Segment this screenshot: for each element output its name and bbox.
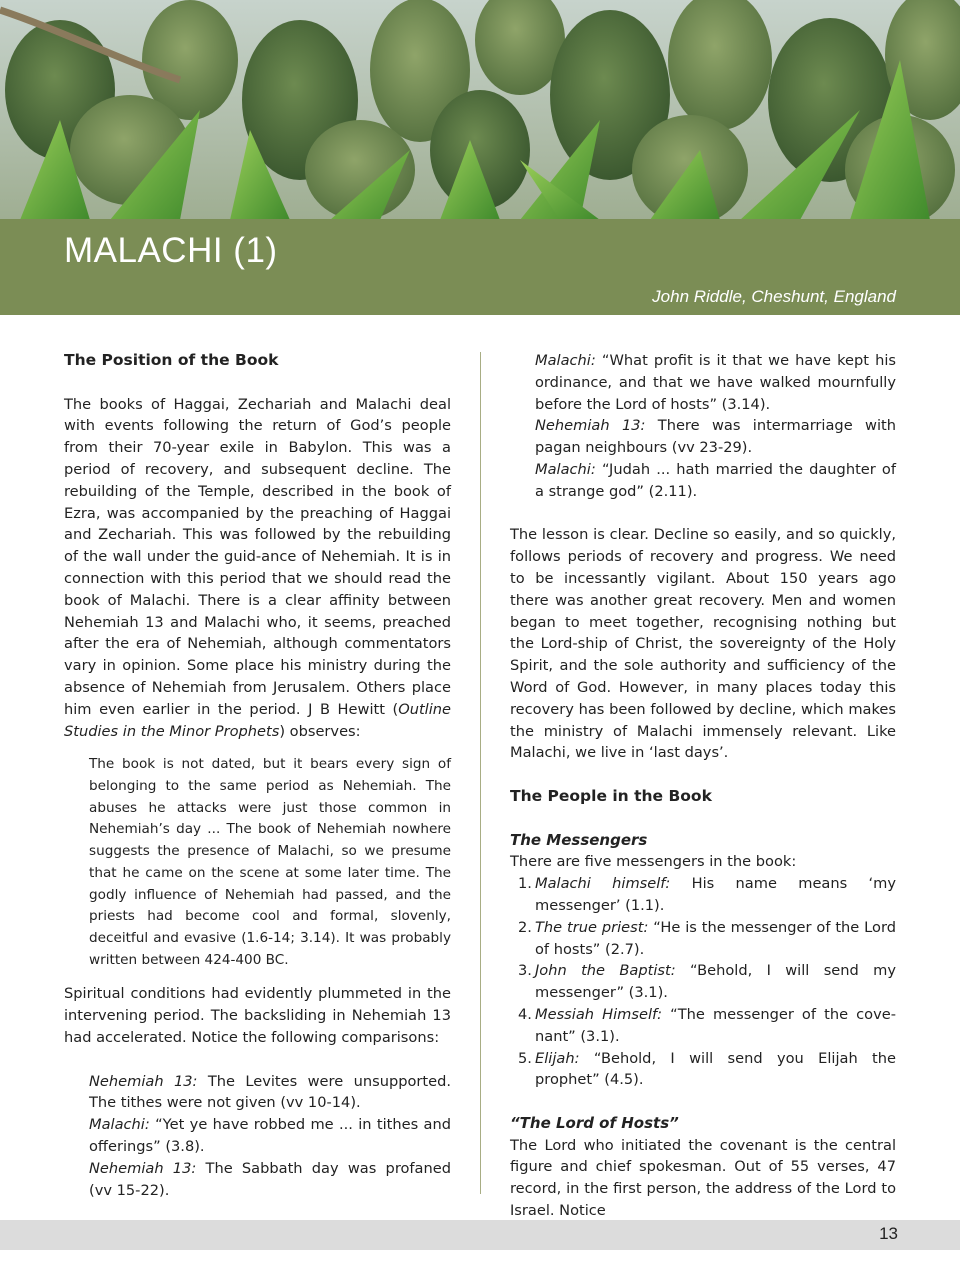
subheading-lord-of-hosts: “The Lord of Hosts” [510,1113,679,1132]
block-quote-hewitt: The book is not dated, but it bears every sign of belonging to the same period as Nehemiah. The abuses he attacks were just those common in Nehemiah’s day ... The book of Nehemiah nowhere suggests the presence of Malachi, so we presume that he came on the scene at some later time. The godly influence of Nehemiah had passed, and the priests had become cool and formal, slovenly, deceitful and evasive (1.6-14; 3.14). It was probably written between 424-400 BC. [89,756,451,968]
subheading-messengers: The Messengers [510,830,648,849]
header-photo-cactus [0,0,960,220]
list-item: 5. Elijah: “Behold, I will send you Elijah the prophet” (4.5). [518,1049,896,1089]
page-footer [0,1220,960,1250]
list-item: 1. Malachi himself: His name means ‘my messenger’ (1.1). [518,875,896,914]
page-number: 13 [879,1224,898,1243]
author-byline: John Riddle, Cheshunt, England [652,287,896,306]
list-item: 4. Messiah Himself: “The messenger of the cove-nant” (3.1). [518,1005,896,1045]
comparison-item: Nehemiah 13: There was intermarriage with pagan neighbours (vv 23-29). [535,417,896,457]
right-column [510,350,896,1222]
list-item: 3. John the Baptist: “Behold, I will send my messenger” (3.1). [518,962,896,1002]
comparison-item: Malachi: “What profit is it that we have kept his ordinance, and that we have walked mournfully before the Lord of hosts” (3.14). [535,352,896,413]
section-heading-people: The People in the Book [510,786,712,805]
paragraph-spiritual-conditions: Spiritual conditions had evidently plummeted in the intervening period. The backsliding in Nehemiah 13 had accelerated. Notice the following comparisons: [64,985,451,1046]
messengers-list [510,873,896,1091]
section-heading-position: The Position of the Book [64,351,279,369]
left-column [64,350,451,1201]
paragraph-intro: The books of Haggai, Zechariah and Malachi deal with events following the return of God’s people from their 70-year exile in Babylon. This was a period of recovery, and subsequent decline. The rebuilding of the Temple, described in the book of Ezra, was accompanied by the preaching of Haggai and Zechariah. This was followed by the rebuilding of the wall under the guid-ance of Nehemiah. It is in connection with this period that we should read the book of Malachi. There is a clear affinity between Nehemiah 13 and Malachi who, it seems, preached after the era of Nehemiah, although commentators vary in opinion. Some place his ministry during the absence of Nehemiah from Jerusalem. Others place him even earlier in the period. J B Hewitt (Outline Studies in the Minor Prophets) observes: [64,395,451,740]
comparison-list-left [64,1071,451,1202]
comparison-item: Malachi: “Judah ... hath married the daughter of a strange god” (2.11). [535,460,896,500]
article-title: MALACHI (1) [64,231,278,270]
comparison-list-right [510,350,896,503]
comparison-item: Nehemiah 13: The Levites were unsupported. The tithes were not given (vv 10-14). [89,1072,451,1112]
title-band [0,219,960,315]
list-item: 2. The true priest: “He is the messenger of the Lord of hosts” (2.7). [518,918,896,958]
paragraph-lord: The Lord who initiated the covenant is the central figure and chief spokesman. Out of 55 verses, 47 record, in the first person, the address of the Lord to Israel. Notice [510,1136,896,1220]
paragraph-lesson: The lesson is clear. Decline so easily, and so quickly, follows periods of recovery and progress. We need to be incessantly vigilant. About 150 years ago there was another great recovery. Men and women began to meet together, recognising nothing but the Lord-ship of Christ, the sovereignty of the Holy Spirit, and the sole authority and sufficiency of the Word of God. However, in many places today this recovery has been followed by decline, which makes the ministry of Malachi immensely relevant. Like Malachi, we live in ‘last days’. [510,526,896,762]
column-divider [480,352,481,1194]
comparison-item: Nehemiah 13: The Sabbath day was profaned (vv 15-22). [89,1159,451,1199]
comparison-item: Malachi: “Yet ye have robbed me ... in tithes and offerings” (3.8). [89,1116,451,1155]
messengers-intro: There are five messengers in the book: [510,853,797,871]
